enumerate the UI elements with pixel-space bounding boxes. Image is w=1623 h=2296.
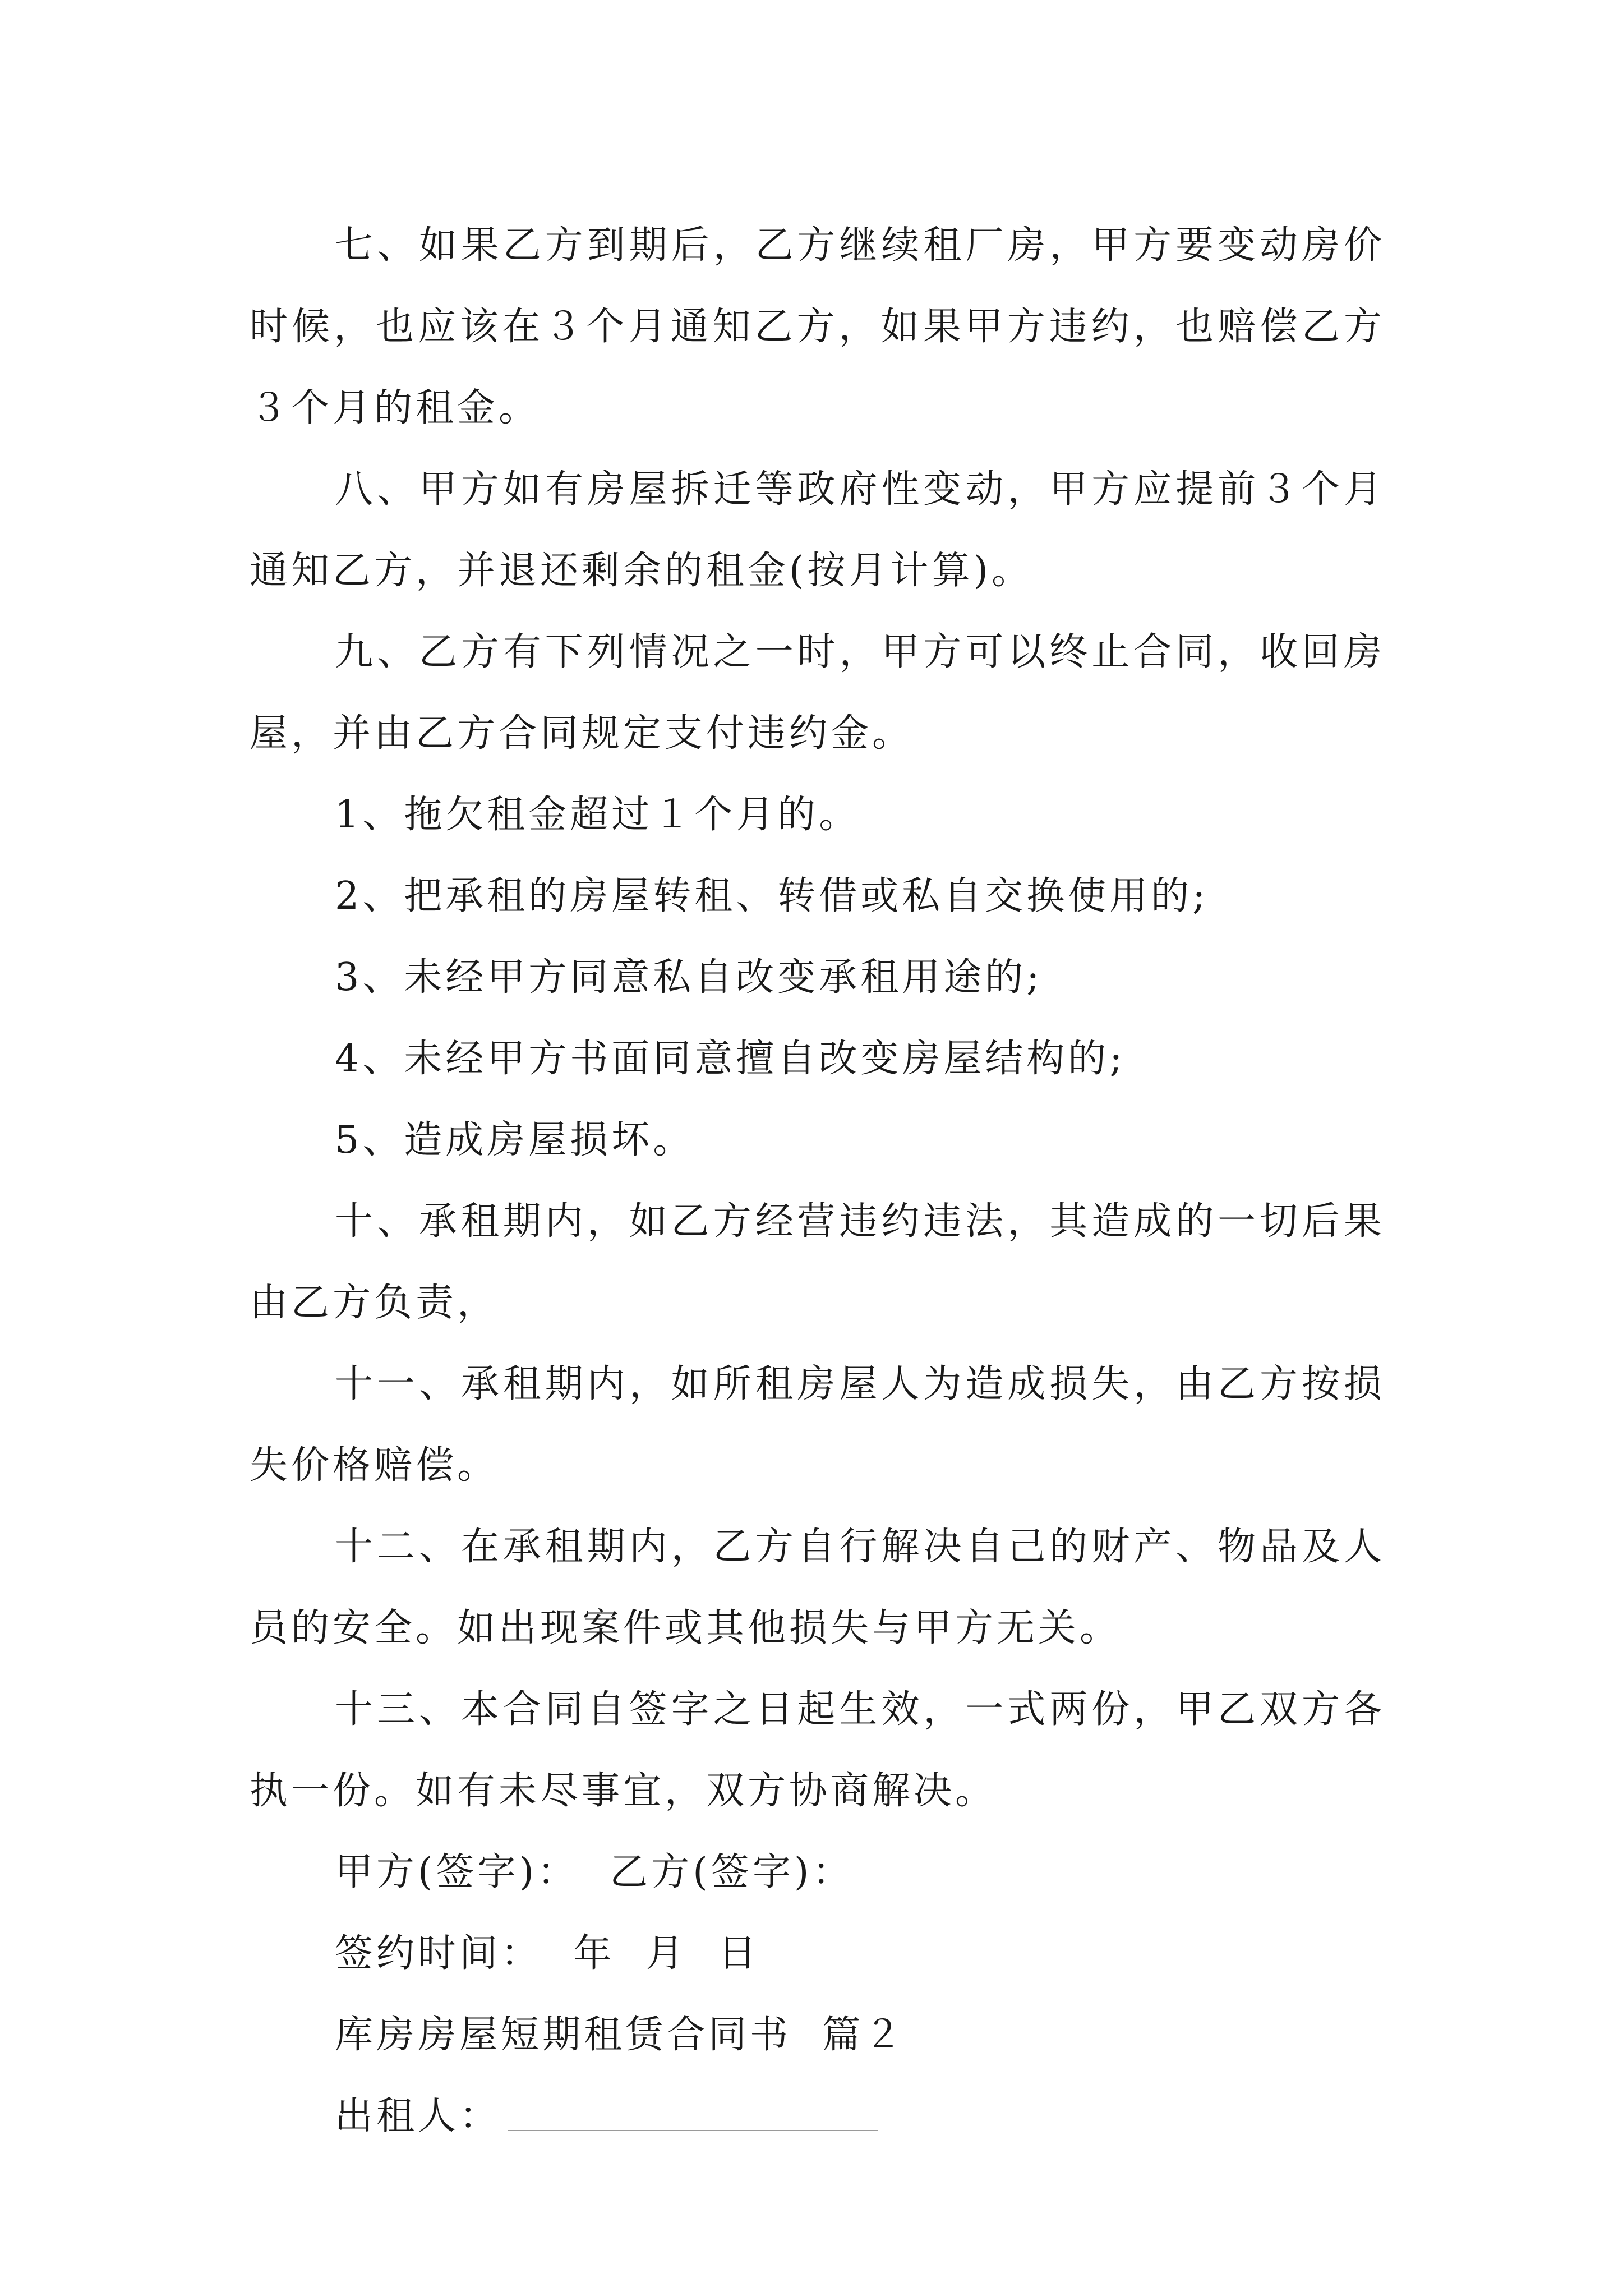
clause-8: 八、甲方如有房屋拆迁等政府性变动，甲方应提前３个月通知乙方，并退还剩余的租金(按月计算)。 [250,467,1385,593]
clause-7: 七、如果乙方到期后，乙方继续租厂房，甲方要变动房价时候，也应该在３个月通知乙方，如果甲方违约，也赔偿乙方３个月的租金。 [250,223,1385,430]
date-day: 日 [718,1931,760,1976]
clause-11: 十一、承租期内，如所租房屋人为造成损失，由乙方按损失价格赔偿。 [250,1362,1385,1488]
lessor-blank-underline [508,2130,878,2131]
clause-9-item-3: 3、未经甲方同意私自改变承租用途的; [335,955,1043,1000]
clause-9-item-1: 1、拖欠租金超过１个月的。 [335,793,861,837]
lessor-label: 出租人： [335,2094,501,2138]
signature-line [250,1832,1385,1913]
section-heading [250,1994,1385,2076]
section-title: 库房房屋短期租赁合同书 [335,2013,792,2057]
date-year: 年 [573,1931,615,1976]
clause-10: 十、承租期内，如乙方经营违约违法，其造成的一切后果由乙方负责， [250,1199,1385,1325]
section-part: 篇２ [822,2013,906,2057]
clause-9-item-2: 2、把承租的房屋转租、转借或私自交换使用的; [335,874,1209,918]
clause-12: 十二、在承租期内，乙方自行解决自己的财产、物品及人员的安全。如出现案件或其他损失与甲方无关。 [250,1525,1385,1650]
clause-13: 十三、本合同自签字之日起生效，一式两份，甲乙双方各执一份。如有未尽事宜，双方协商解决。 [250,1687,1385,1813]
signing-date-line [250,1913,1385,1994]
date-month: 月 [645,1931,688,1976]
clause-9: 九、乙方有下列情况之一时，甲方可以终止合同，收回房屋，并由乙方合同规定支付违约金。 [250,630,1385,756]
clause-9-item-5: 5、造成房屋损坏。 [335,1118,695,1162]
clause-9-item-4: 4、未经甲方书面同意擅自改变房屋结构的; [335,1037,1126,1081]
signing-date-label: 签约时间： [335,1931,543,1976]
lessor-line [250,2076,1385,2157]
contract-body [250,205,1385,2157]
party-a-signature-label: 甲方(签字)： [335,1850,579,1894]
party-b-signature-label: 乙方(签字)： [610,1850,854,1894]
